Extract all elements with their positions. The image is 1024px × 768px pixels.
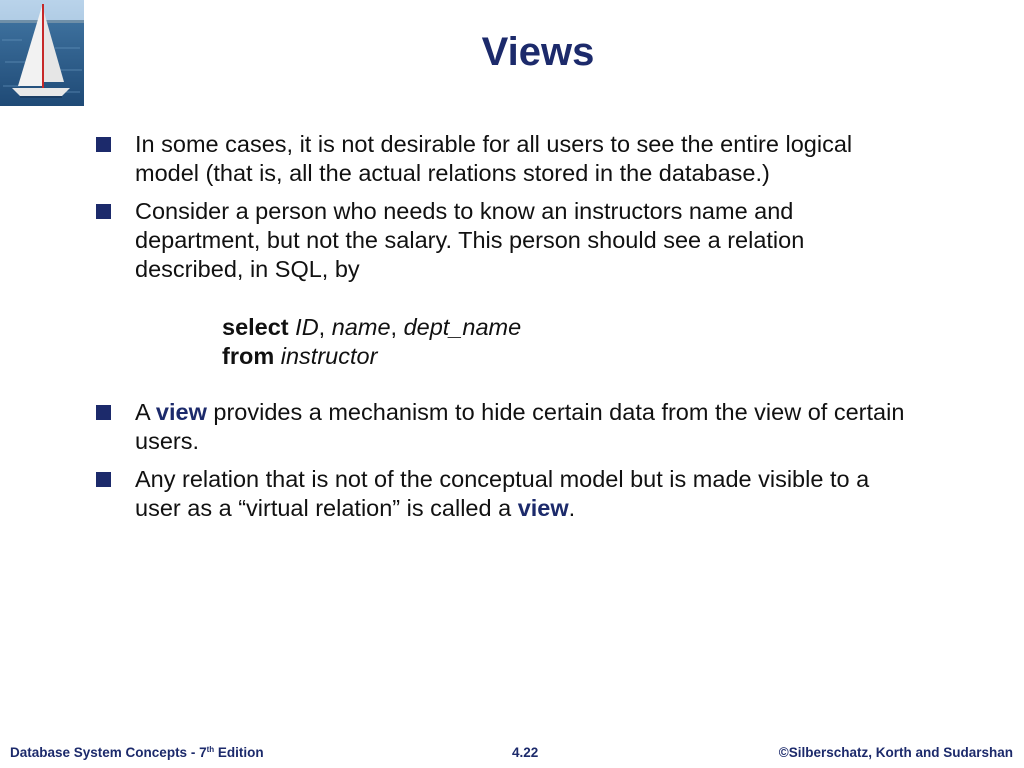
footer-book-title-main: Database System Concepts - 7 [10,745,207,760]
sql-column-id: ID [295,314,319,340]
bullet-text-pre: Any relation that is not of the conceptual model but is made visible to a user as a “virtual relation” is called a [135,466,870,521]
sql-from-line [222,342,916,371]
term-view: view [155,399,207,425]
bullet-item [96,465,916,523]
sql-keyword-select: select [222,314,289,340]
bullet-text-post: . [568,495,576,521]
square-bullet-icon [96,405,111,420]
sql-select-line [222,313,916,342]
slide-content [96,130,916,523]
bullet-text: Consider a person who needs to know an instructors name and department, but not the salary. This person should see a relation described, in SQL, by [135,198,805,282]
sql-keyword-from: from [222,343,275,369]
bullet-text-post: provides a mechanism to hide certain data from the view of certain users. [135,399,905,454]
bullet-text-pre: A [135,399,156,425]
bullet-item [96,130,916,188]
footer-book-title-edition: Edition [214,745,264,760]
square-bullet-icon [96,137,111,152]
slide-title: Views [481,30,595,74]
slide-footer [0,745,1024,765]
sql-separator: , [390,314,404,340]
sql-query [222,313,916,371]
bullet-item [96,197,916,284]
footer-book-title [10,745,264,760]
footer-copyright: ©Silberschatz, Korth and Sudarshan [778,745,1013,760]
sql-table-instructor: instructor [280,343,378,369]
term-view: view [517,495,569,521]
bullet-text: In some cases, it is not desirable for all users to see the entire logical model (that is, all the actual relations stored in the database.) [135,131,853,186]
square-bullet-icon [96,472,111,487]
footer-book-title-sup: th [206,745,215,754]
footer-slide-number: 4.22 [512,745,539,760]
square-bullet-icon [96,204,111,219]
sql-column-name: name [331,314,391,340]
sql-separator: , [318,314,332,340]
bullet-item [96,398,916,456]
sql-column-dept-name: dept_name [403,314,522,340]
